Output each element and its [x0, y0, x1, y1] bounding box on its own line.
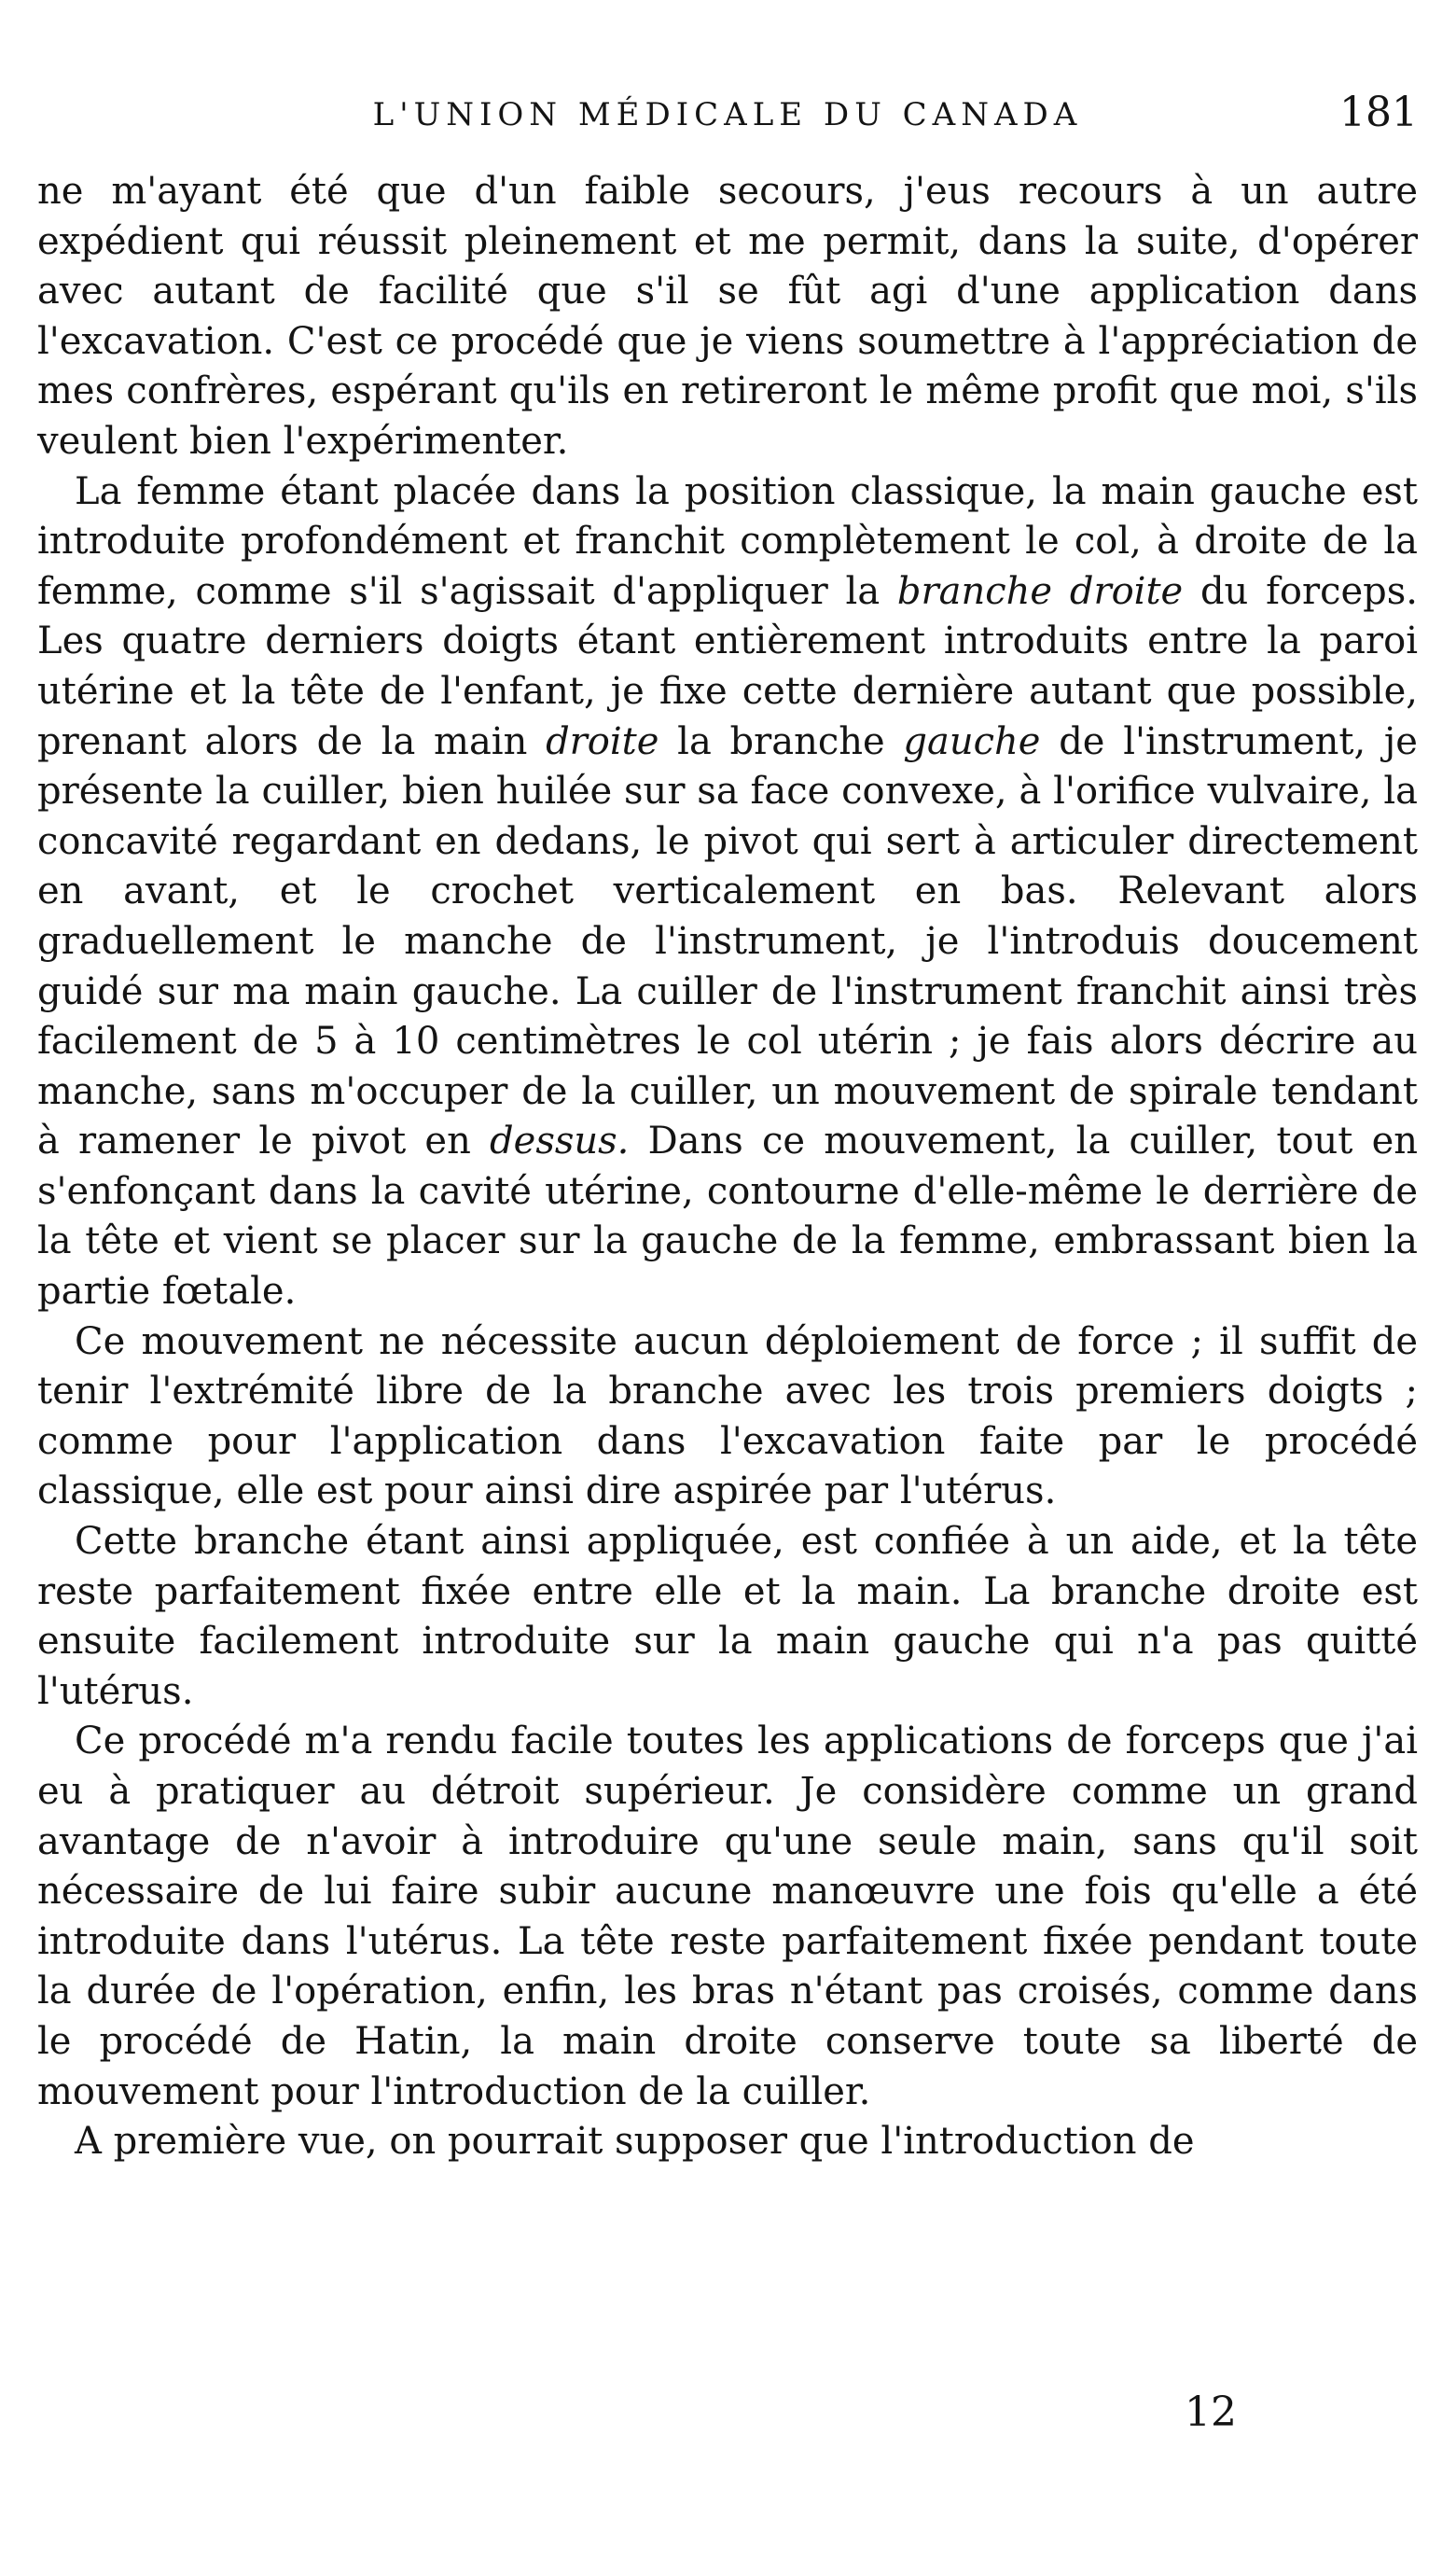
- text-segment: Dans ce mouvement, la cuiller, tout en s'enfonçant dans la cavité utérine, contourne d'elle-même le derrière de la tête et vient se placer sur la gauche de la femme, embrassant bien la partie fœtale.: [37, 1120, 1419, 1314]
- running-header: [37, 89, 1418, 145]
- text-segment: Cette branche étant ainsi appliquée, est confiée à un aide, et la tête reste parfaitement fixée entre elle et la main. La branche droite est ensuite facilement introduite sur la main gauche qui n'a pas quitté l'utérus.: [37, 1520, 1418, 1713]
- text-segment: ne m'ayant été que d'un faible secours, j'eus recours à un autre expédient qui réussit pleinement et me permit, dans la suite, d'opérer avec autant de facilité que s'il se fût agi d'une application dans l'excavation. C'est ce procédé que je viens soumettre à l'appréciation de mes confrères, espérant qu'ils en retireront le même profit que moi, s'ils veulent bien l'expérimenter.: [37, 170, 1418, 463]
- italic-text-segment: dessus.: [490, 1120, 630, 1163]
- journal-title: L'UNION MÉDICALE DU CANADA: [372, 96, 1083, 133]
- body-paragraph: [37, 167, 1418, 467]
- page-number: 181: [1339, 89, 1418, 136]
- text-segment: la branche: [659, 719, 904, 763]
- text-segment: du forceps. Les quatre derniers doigts étant entièrement introduits entre la paroi utérine et la tête de l'enfant, je fixe cette dernière autant que possible, prenant alors de la main: [37, 569, 1418, 763]
- text-segment: de l'instrument, je présente la cuiller, bien huilée sur sa face convexe, à l'orifice vulvaire, la concavité regardant en dedans, le pivot qui sert à articuler directement en avant, et le crochet verticalement en bas. Relevant alors graduellement le manche de l'instrument, je l'introduis doucement guidé sur ma main gauche. La cuiller de l'instrument franchit ainsi très facilement de 5 à 10 centimètres le col utérin ; je fais alors décrire au manche, sans m'occuper de la cuiller, un mouvement de spirale tendant à ramener le pivot en: [37, 719, 1418, 1163]
- body-paragraph: [37, 1317, 1418, 1517]
- italic-text-segment: gauche: [903, 719, 1041, 763]
- body-paragraph: [37, 1517, 1418, 1717]
- text-segment: La femme étant placée dans la position classique, la main gauche est introduite profondément et franchit complètement le col, à droite de la femme, comme s'il s'agissait d'appliquer la: [37, 469, 1418, 613]
- body-paragraph: [37, 2117, 1418, 2167]
- signature-mark: 12: [1185, 2389, 1237, 2436]
- body-paragraph: [37, 1717, 1418, 2117]
- italic-text-segment: branche droite: [896, 569, 1184, 613]
- text-segment: A première vue, on pourrait supposer que l'introduction de: [75, 2120, 1195, 2164]
- body-paragraph: [37, 467, 1418, 1317]
- article-body: [37, 167, 1418, 2167]
- italic-text-segment: droite: [546, 719, 659, 763]
- journal-page: [37, 89, 1418, 2167]
- text-segment: Ce procédé m'a rendu facile toutes les applications de forceps que j'ai eu à pratiquer au détroit supérieur. Je considère comme un grand avantage de n'avoir à introduire qu'une seule main, sans qu'il soit nécessaire de lui faire subir aucune manœuvre une fois qu'elle a été introduite dans l'utérus. La tête reste parfaitement fixée pendant toute la durée de l'opération, enfin, les bras n'étant pas croisés, comme dans le procédé de Hatin, la main droite conserve toute sa liberté de mouvement pour l'introduction de la cuiller.: [37, 1720, 1418, 2113]
- text-segment: Ce mouvement ne nécessite aucun déploiement de force ; il suffit de tenir l'extrémité libre de la branche avec les trois premiers doigts ; comme pour l'application dans l'excavation faite par le procédé classique, elle est pour ainsi dire aspirée par l'utérus.: [37, 1319, 1418, 1513]
